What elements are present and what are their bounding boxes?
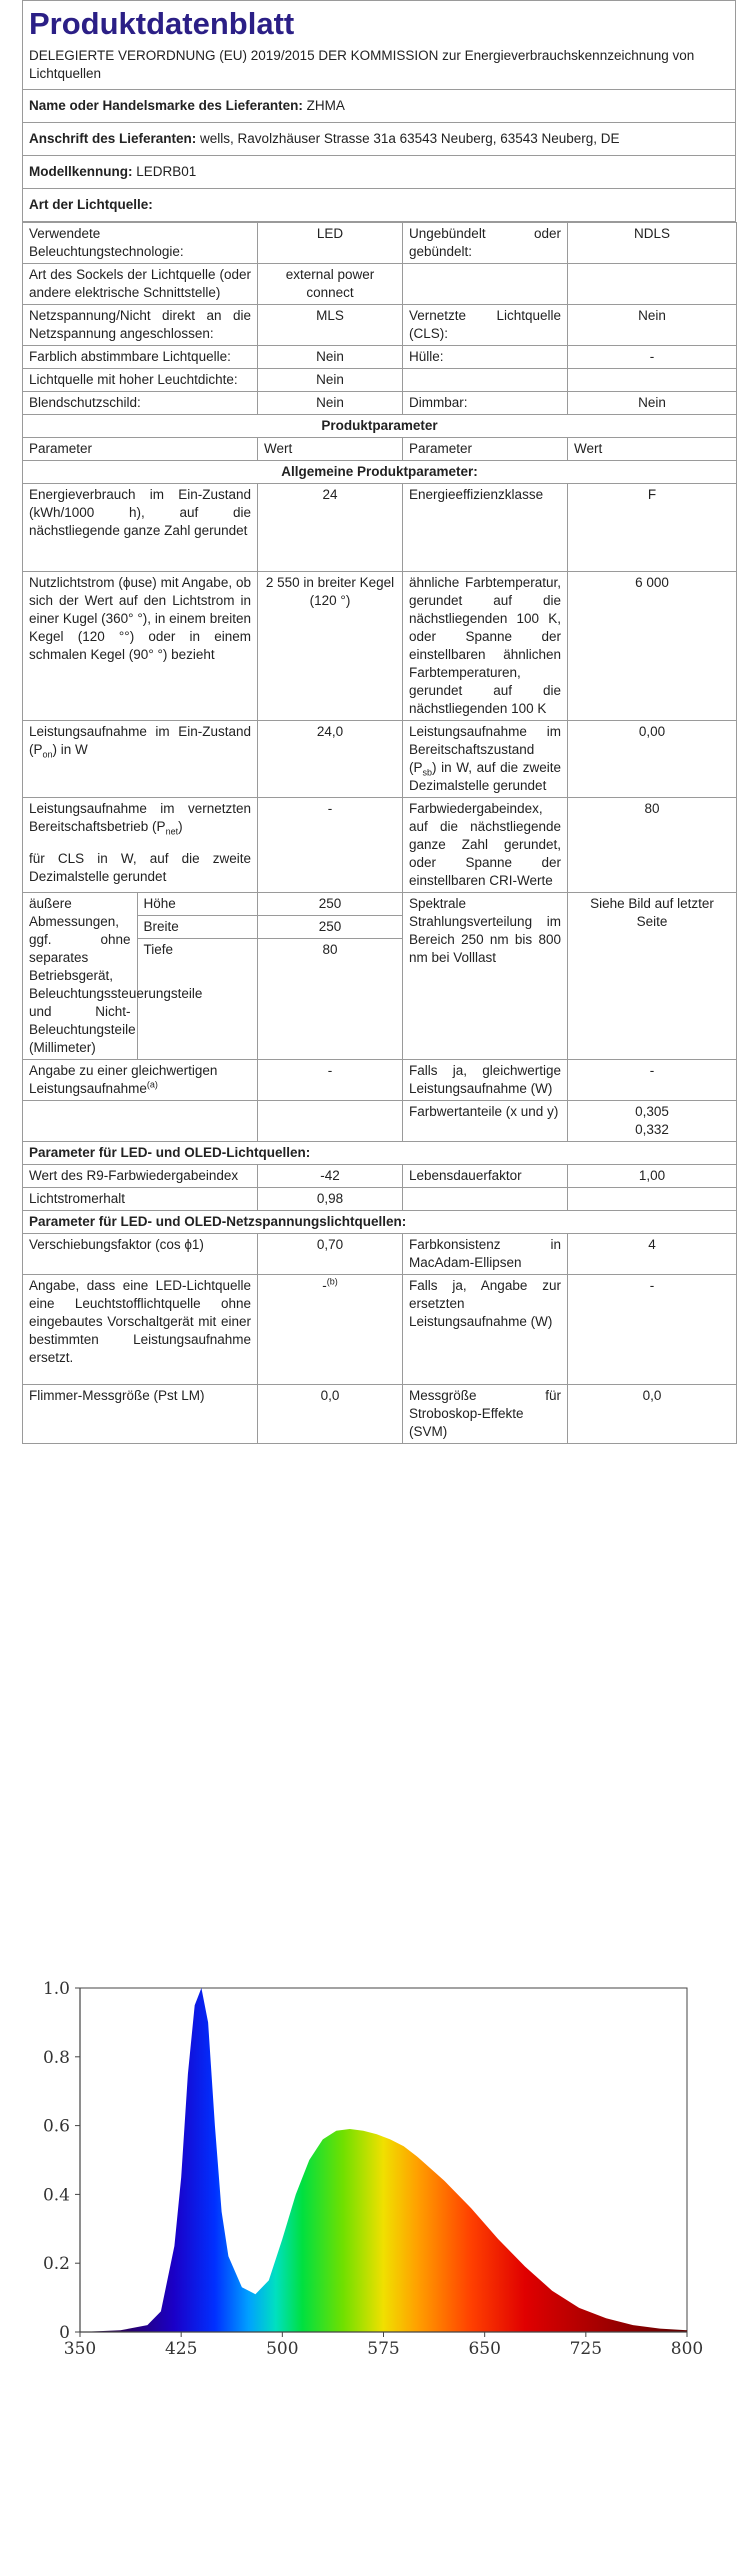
spectrum-svg bbox=[22, 1972, 712, 2392]
empty-cell bbox=[23, 1101, 258, 1142]
energy-value: 24 bbox=[258, 484, 403, 572]
supplier-label: Name oder Handelsmarke des Lieferanten: bbox=[29, 98, 303, 113]
dimmable-label: Dimmbar: bbox=[403, 392, 568, 415]
dims-width-label: Breite bbox=[138, 916, 258, 939]
cls-value: Nein bbox=[568, 305, 737, 346]
chroma-value bbox=[568, 1101, 737, 1142]
cap-value: external power connect bbox=[258, 264, 403, 305]
efficiency-value: F bbox=[568, 484, 737, 572]
standby-value: 0,00 bbox=[568, 721, 737, 798]
networked-value: - bbox=[258, 798, 403, 893]
dims-width-value: 250 bbox=[258, 916, 402, 939]
standby-label: Leistungsaufnahme im Bereitschaftszustand $(P_{sb})$ in W, auf die zweite Dezimalstelle gerundet bbox=[403, 721, 568, 798]
dimmable-value: Nein bbox=[568, 392, 737, 415]
model-row bbox=[23, 156, 736, 189]
consistency-value: 4 bbox=[568, 1234, 737, 1275]
technology-label: Verwendete Beleuchtungstechnologie: bbox=[23, 223, 258, 264]
mains-label: Netzspannung/Nicht direkt an die Netzspannung angeschlossen: bbox=[23, 305, 258, 346]
networked-label: Leistungsaufnahme im vernetzten Bereitschaftsbetrieb $(P_{net})$ für CLS in W, auf die zweite Dezimalstelle gerundet bbox=[23, 798, 258, 893]
focus-value: NDLS bbox=[568, 223, 737, 264]
x-tick-label: 800 bbox=[670, 2339, 704, 2359]
r9-label: Wert des R9-Farbwiedergabeindex bbox=[23, 1165, 258, 1188]
replace-value bbox=[258, 1275, 403, 1385]
equiv-value: - bbox=[258, 1060, 403, 1101]
empty-cell bbox=[403, 1188, 568, 1211]
y-tick-label: 1.0 bbox=[42, 1979, 70, 1999]
efficiency-label: Energieeffizienzklasse bbox=[403, 484, 568, 572]
colour-tunable-label: Farblich abstimmbare Lichtquelle: bbox=[23, 346, 258, 369]
maintenance-label: Lichtstromerhalt bbox=[23, 1188, 258, 1211]
empty-cell bbox=[568, 1188, 737, 1211]
header-box bbox=[22, 0, 736, 89]
replace-note: (b) bbox=[326, 1276, 338, 1287]
chroma-y: 0,332 bbox=[635, 1122, 669, 1137]
page-title: Produktdatenblatt bbox=[29, 6, 295, 41]
dims-height-value: 250 bbox=[258, 893, 402, 916]
mains-value: MLS bbox=[258, 305, 403, 346]
y-tick-label: 0.4 bbox=[42, 2185, 70, 2206]
dims-depth-label: Tiefe bbox=[143, 942, 174, 957]
anti-glare-label: Blendschutzschild: bbox=[23, 392, 258, 415]
cri-label: Farbwiedergabeindex, auf die nächstliegende ganze Zahl gerundet, oder Spanne der einstellbaren CRI-Werte bbox=[403, 798, 568, 893]
flux-label: Nutzlichtstrom (ϕuse) mit Angabe, ob sich der Wert auf den Lichtstrom in einer Kugel (360° °), in einem breiten Kegel (120 °°) oder in einem schmalen Kegel (90° °) bezieht bbox=[23, 572, 258, 721]
focus-label: Ungebündelt oder gebündelt: bbox=[403, 223, 568, 264]
datasheet bbox=[22, 0, 736, 1444]
cct-label: ähnliche Farbtemperatur, gerundet auf die nächstliegenden 100 K, oder Spanne der einstellbaren ähnlichen Farbtemperaturen, gerundet auf die nächstliegenden 100 K bbox=[403, 572, 568, 721]
col-header-param: Parameter bbox=[23, 438, 258, 461]
regulation-text: DELEGIERTE VERORDNUNG (EU) 2019/2015 DER KOMMISSION zur Energieverbrauchskennzeichnung von Lichtquellen bbox=[29, 48, 695, 81]
x-tick-label: 725 bbox=[569, 2339, 603, 2359]
cap-label: Art des Sockels der Lichtquelle (oder andere elektrische Schnittstelle) bbox=[23, 264, 258, 305]
flicker-label: Flimmer-Messgröße (Pst LM) bbox=[23, 1385, 258, 1444]
mains-params-heading: Parameter für LED- und OLED-Netzspannungslichtquellen: bbox=[23, 1211, 737, 1234]
consistency-label: Farbkonsistenz in MacAdam-Ellipsen bbox=[403, 1234, 568, 1275]
replace-label: Angabe, dass eine LED-Lichtquelle eine Leuchtstofflichtquelle ohne eingebautes Vorschaltgerät mit einer bestimmten Leistungsaufnahme ersetzt. bbox=[23, 1275, 258, 1385]
supplier-row bbox=[23, 90, 736, 123]
replace-value-text: - bbox=[322, 1278, 327, 1293]
equiv-label bbox=[23, 1060, 258, 1101]
model-value: LEDRB01 bbox=[136, 164, 197, 179]
survival-label: Lebensdauerfaktor bbox=[403, 1165, 568, 1188]
model-label: Modellkennung: bbox=[29, 164, 133, 179]
cct-value: 6 000 bbox=[568, 572, 737, 721]
replace-power-value: - bbox=[568, 1275, 737, 1385]
cri-value: 80 bbox=[568, 798, 737, 893]
equiv-label-text: Angabe zu einer gleichwertigen Leistungsaufnahme bbox=[29, 1063, 218, 1096]
on-power-label: Leistungsaufnahme im Ein-Zustand $(P_{on})$ in W bbox=[23, 721, 258, 798]
x-tick-label: 575 bbox=[367, 2339, 400, 2359]
chroma-x: 0,305 bbox=[635, 1104, 669, 1119]
empty-cell bbox=[568, 264, 737, 305]
high-luminance-label: Lichtquelle mit hoher Leuchtdichte: bbox=[23, 369, 258, 392]
displacement-label: Verschiebungsfaktor (cos ϕ1) bbox=[23, 1234, 258, 1275]
flux-value: 2 550 in breiter Kegel (120 °) bbox=[258, 572, 403, 721]
dims-values-cell bbox=[258, 893, 403, 1060]
r9-value: -42 bbox=[258, 1165, 403, 1188]
stroboscopic-label: Messgröße für Stroboskop-Effekte (SVM) bbox=[403, 1385, 568, 1444]
displacement-value: 0,70 bbox=[258, 1234, 403, 1275]
x-tick-label: 650 bbox=[468, 2339, 501, 2359]
dims-values bbox=[258, 893, 402, 961]
general-params-heading: Allgemeine Produktparameter: bbox=[23, 461, 737, 484]
spd-value: Siehe Bild auf letzter Seite bbox=[568, 893, 737, 1060]
stroboscopic-value: 0,0 bbox=[568, 1385, 737, 1444]
empty-cell bbox=[403, 264, 568, 305]
led-params-heading: Parameter für LED- und OLED-Lichtquellen: bbox=[23, 1142, 737, 1165]
flicker-value: 0,0 bbox=[258, 1385, 403, 1444]
dims-list bbox=[137, 893, 257, 1059]
address-row bbox=[23, 123, 736, 156]
dims-label: äußere Abmessungen, ggf. ohne separates Betriebsgerät, Beleuchtungssteuerungsteile und Nicht-Beleuchtungsteile (Millimeter) bbox=[23, 893, 137, 1059]
dims-height-label: Höhe bbox=[138, 893, 258, 916]
equiv-note: (a) bbox=[146, 1079, 158, 1090]
equiv-power-label: Falls ja, gleichwertige Leistungsaufnahme (W) bbox=[403, 1060, 568, 1101]
survival-value: 1,00 bbox=[568, 1165, 737, 1188]
dims-rows bbox=[138, 893, 258, 961]
on-power-value: 24,0 bbox=[258, 721, 403, 798]
address-label: Anschrift des Lieferanten: bbox=[29, 131, 197, 146]
technology-value: LED bbox=[258, 223, 403, 264]
empty-cell bbox=[568, 369, 737, 392]
high-luminance-value: Nein bbox=[258, 369, 403, 392]
col-header-value: Wert bbox=[568, 438, 737, 461]
empty-cell bbox=[403, 369, 568, 392]
anti-glare-value: Nein bbox=[258, 392, 403, 415]
y-tick-label: 0.6 bbox=[42, 2116, 70, 2137]
light-source-heading: Art der Lichtquelle: bbox=[23, 189, 736, 222]
product-params-heading: Produktparameter bbox=[23, 415, 737, 438]
col-header-value: Wert bbox=[258, 438, 403, 461]
col-header-param: Parameter bbox=[403, 438, 568, 461]
maintenance-value: 0,98 bbox=[258, 1188, 403, 1211]
replace-power-label: Falls ja, Angabe zur ersetzten Leistungsaufnahme (W) bbox=[403, 1275, 568, 1385]
parameter-table bbox=[22, 222, 737, 1444]
x-tick-label: 500 bbox=[266, 2339, 299, 2359]
spectrum-chart bbox=[22, 1972, 712, 2392]
y-tick-label: 0 bbox=[59, 2323, 70, 2343]
chroma-label: Farbwertanteile (x und y) bbox=[403, 1101, 568, 1142]
dims-depth-value: 80 bbox=[322, 942, 338, 957]
dims-cell bbox=[23, 893, 258, 1060]
supplier-table bbox=[22, 89, 736, 222]
colour-tunable-value: Nein bbox=[258, 346, 403, 369]
energy-label: Energieverbrauch im Ein-Zustand (kWh/1000 h), auf die nächstliegende ganze Zahl gerundet bbox=[23, 484, 258, 572]
dims-subtable bbox=[23, 893, 257, 1059]
y-tick-label: 0.8 bbox=[42, 2047, 70, 2068]
envelope-label: Hülle: bbox=[403, 346, 568, 369]
envelope-value: - bbox=[568, 346, 737, 369]
empty-cell bbox=[258, 1101, 403, 1142]
y-tick-label: 0.2 bbox=[42, 2254, 70, 2275]
spd-label: Spektrale Strahlungsverteilung im Bereich 250 nm bis 800 nm bei Volllast bbox=[403, 893, 568, 1060]
cls-label: Vernetzte Lichtquelle (CLS): bbox=[403, 305, 568, 346]
x-tick-label: 425 bbox=[164, 2339, 198, 2359]
supplier-value: ZHMA bbox=[306, 98, 345, 113]
address-value: wells, Ravolzhäuser Strasse 31a 63543 Neuberg, 63543 Neuberg, DE bbox=[200, 131, 620, 146]
x-tick-label: 350 bbox=[63, 2339, 97, 2359]
equiv-power-value: - bbox=[568, 1060, 737, 1101]
